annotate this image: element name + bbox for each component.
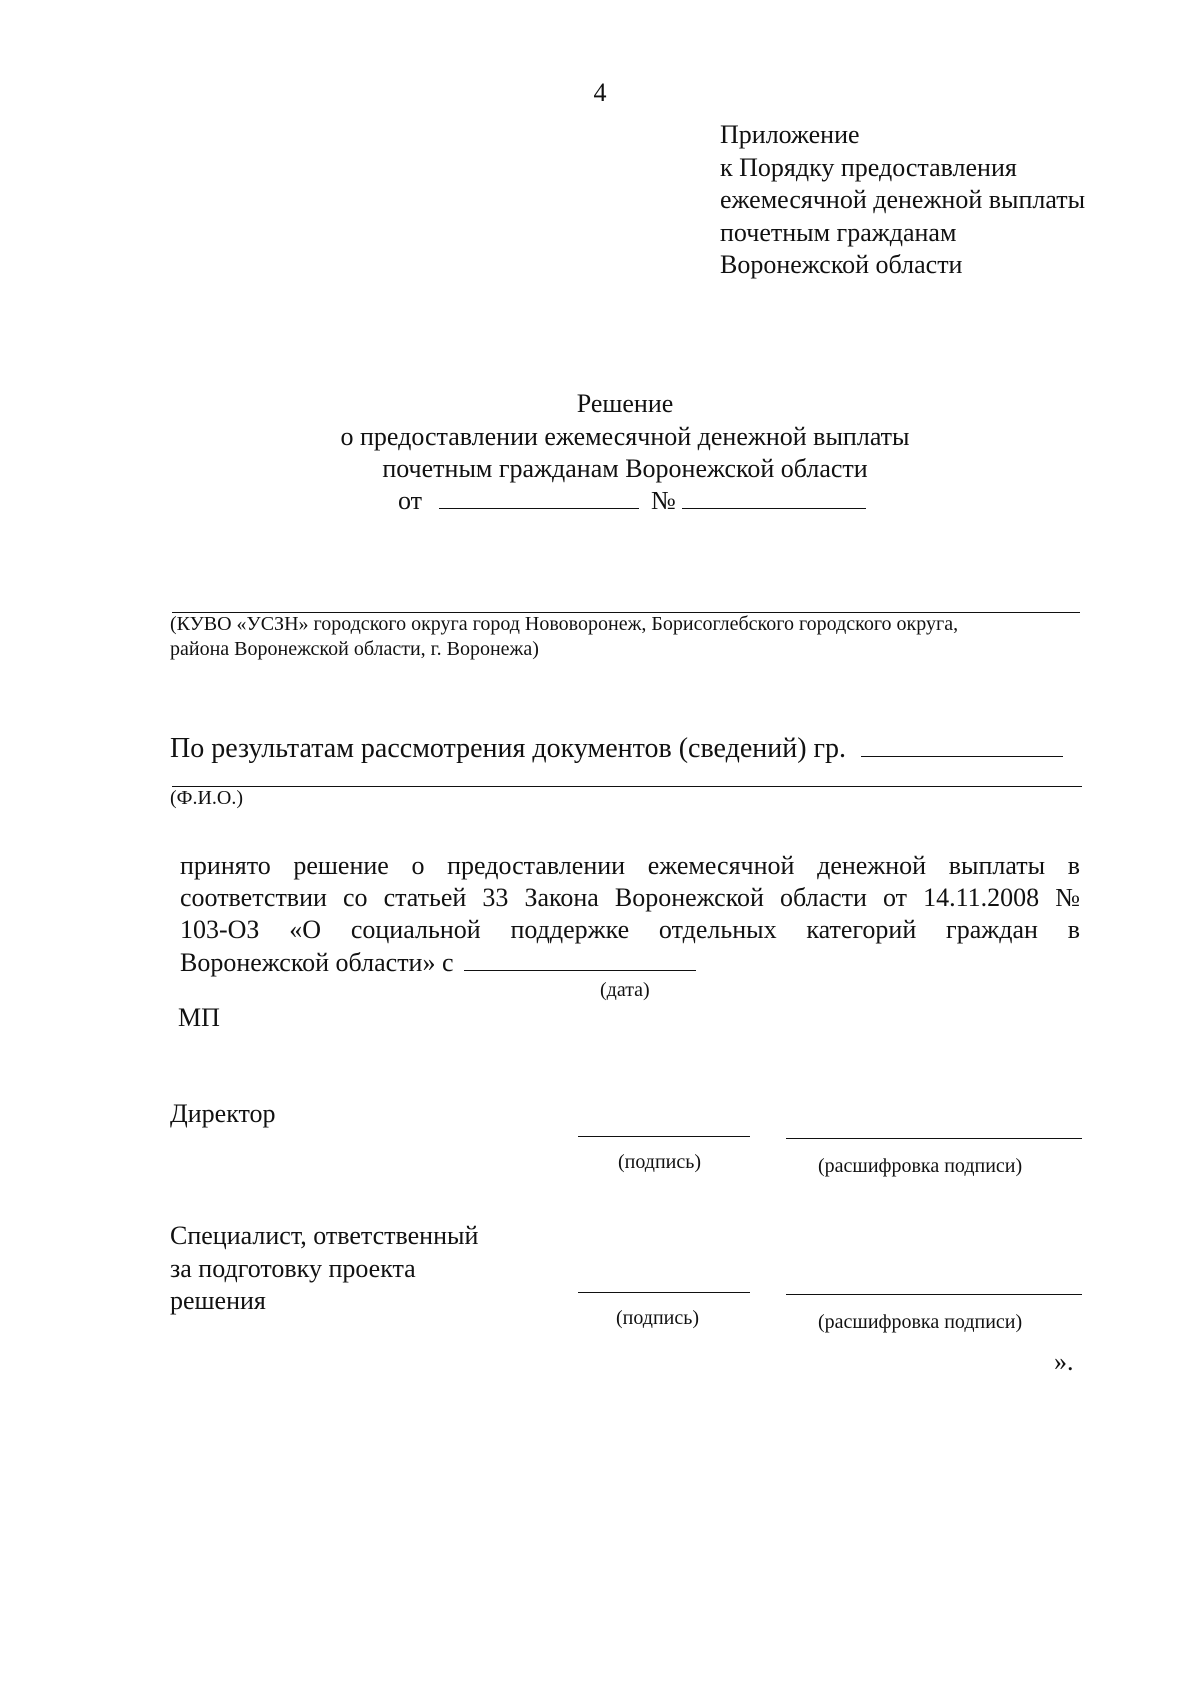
fio-caption: (Ф.И.О.) [170, 787, 244, 809]
specialist-decoding-caption: (расшифровка подписи) [818, 1311, 1023, 1333]
organization-caption [170, 612, 1090, 662]
appendix-line: почетным гражданам [720, 217, 957, 247]
specialist-decoding-blank[interactable] [786, 1294, 1082, 1295]
title-line: почетным гражданам Воронежской области [382, 454, 868, 483]
organization-caption-line: района Воронежской области, г. Воронежа) [170, 638, 539, 660]
specialist-signature-caption: (подпись) [616, 1307, 700, 1329]
appendix-line: Воронежской области [720, 250, 963, 279]
date-blank[interactable] [439, 484, 639, 509]
decision-paragraph [180, 850, 1080, 978]
title-heading: Решение [576, 389, 674, 418]
director-decoding-blank[interactable] [786, 1138, 1082, 1139]
decision-line: 103-ОЗ «О социальной поддержке отдельных категорий граждан в [180, 915, 1080, 944]
fio-blank[interactable] [172, 786, 1082, 787]
date-number-line [398, 484, 866, 517]
decision-last-line [180, 946, 1080, 978]
decision-last-text: Воронежской области» с [180, 948, 454, 977]
appendix-line: ежемесячной денежной выплаты [720, 185, 1086, 214]
citizen-blank[interactable] [861, 732, 1063, 757]
director-signature-caption: (подпись) [618, 1151, 702, 1173]
results-line [170, 732, 1063, 766]
start-date-blank[interactable] [464, 946, 696, 971]
appendix-header [720, 119, 1085, 282]
appendix-line: к Порядку предоставления [720, 152, 1017, 182]
number-blank[interactable] [682, 484, 866, 509]
title-line: о предоставлении ежемесячной денежной выплаты [340, 421, 910, 451]
director-decoding-caption: (расшифровка подписи) [818, 1155, 1023, 1177]
document-title [0, 388, 1200, 486]
specialist-line: Специалист, ответственный [170, 1221, 479, 1250]
specialist-signature-blank[interactable] [578, 1292, 750, 1293]
decision-line: соответствии со статьей 33 Закона Воронежской области от 14.11.2008 № [180, 883, 1080, 912]
decision-line: принято решение о предоставлении ежемесячной денежной выплаты в [180, 851, 1080, 880]
organization-caption-line: (КУВО «УСЗН» городского округа город Нововоронеж, Борисоглебского городского округа, [170, 613, 959, 635]
stamp-place: МП [178, 1003, 220, 1032]
closing-mark: ». [1054, 1347, 1074, 1376]
number-label: № [651, 486, 676, 515]
from-label: от [398, 486, 423, 515]
date-caption: (дата) [600, 979, 650, 1001]
specialist-line: решения [170, 1286, 266, 1315]
director-signature-blank[interactable] [578, 1136, 750, 1137]
specialist-label [170, 1220, 478, 1318]
page-number: 4 [593, 78, 607, 107]
appendix-line: Приложение [720, 120, 860, 149]
results-text: По результатам рассмотрения документов (сведений) гр. [170, 733, 847, 764]
director-label: Директор [170, 1099, 276, 1128]
specialist-line: за подготовку проекта [170, 1253, 416, 1283]
